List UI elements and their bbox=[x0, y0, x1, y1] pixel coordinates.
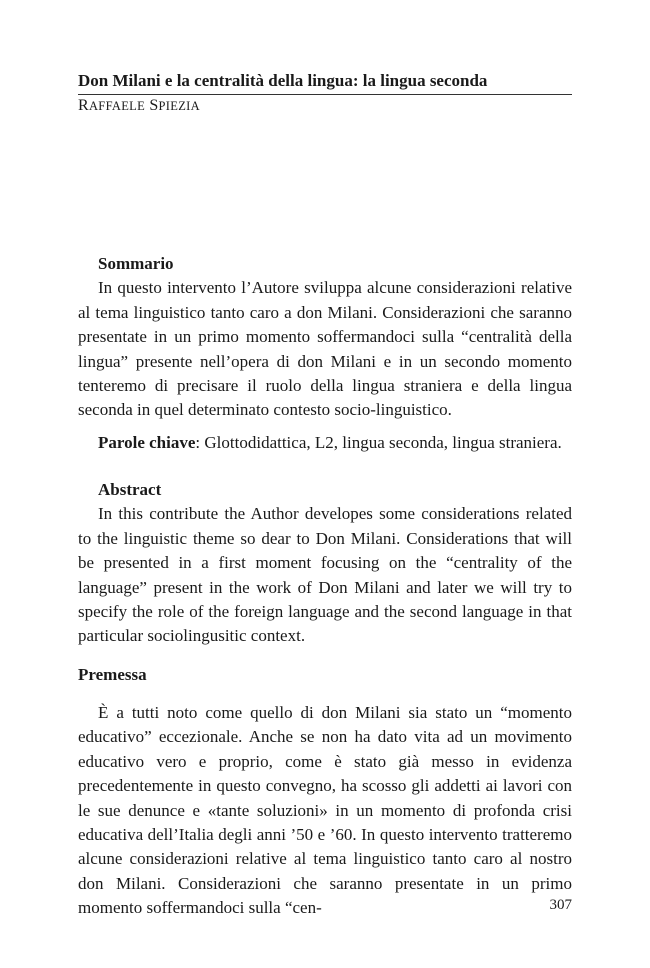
premessa-heading-block bbox=[78, 663, 572, 687]
author-first-initial: R bbox=[78, 97, 89, 114]
page-number: 307 bbox=[549, 897, 572, 913]
abstract-text: In this contribute the Author developes some considerations related to the linguistic theme so dear to Don Milani. Considerations that will be presented in a first moment focusing on the “centrality of the language” present in the work of Don Milani and later we will try to specify the role of the foreign language and the second language in that particular sociolingusitic context. bbox=[78, 504, 572, 646]
sommario-section bbox=[78, 252, 572, 423]
keywords-text: : Glottodidattica, L2, lingua seconda, lingua straniera. bbox=[195, 433, 562, 452]
author-last-rest: PIEZIA bbox=[158, 99, 200, 113]
premessa-section bbox=[78, 701, 572, 921]
abstract-heading: Abstract bbox=[98, 480, 162, 499]
premessa-heading: Premessa bbox=[78, 665, 147, 684]
abstract-section bbox=[78, 478, 572, 649]
keywords-section bbox=[78, 431, 572, 455]
sommario-text: In questo intervento l’Autore sviluppa alcune considerazioni relative al tema linguistico tanto caro a don Milani. Considerazioni che saranno presentate in un primo momento soffermandoci sulla “centralità della lingua” presente nell’opera di don Milani e in un secondo momento tenteremo di precisare il ruolo della lingua straniera e della lingua seconda in quel determinato contesto socio-linguistico. bbox=[78, 278, 572, 420]
keywords-line bbox=[78, 431, 572, 455]
running-header bbox=[78, 70, 572, 117]
sommario-heading: Sommario bbox=[98, 254, 174, 273]
author-name bbox=[78, 95, 572, 117]
premessa-text: È a tutti noto come quello di don Milani sia stato un “momento educativo” eccezionale. Anche se non ha dato vita ad un movimento educativo vero e proprio, come è stato già messo in evidenza precedentemente in questo convegno, ha scosso gli addetti ai lavori con le sue denunce e «tante soluzioni» in un momento di profonda crisi educativa dell’Italia degli anni ’50 e ’60. In questo intervento tratteremo alcune considerazioni relative al tema linguistico tanto caro al nostro don Milani. Considerazioni che saranno presentate in un primo momento soffermandoci sulla “cen- bbox=[78, 703, 572, 918]
author-first-rest: AFFAELE bbox=[88, 99, 146, 113]
article-title: Don Milani e la centralità della lingua: la lingua seconda bbox=[78, 70, 572, 95]
keywords-label: Parole chiave bbox=[98, 433, 196, 452]
author-last-initial: S bbox=[149, 97, 159, 114]
